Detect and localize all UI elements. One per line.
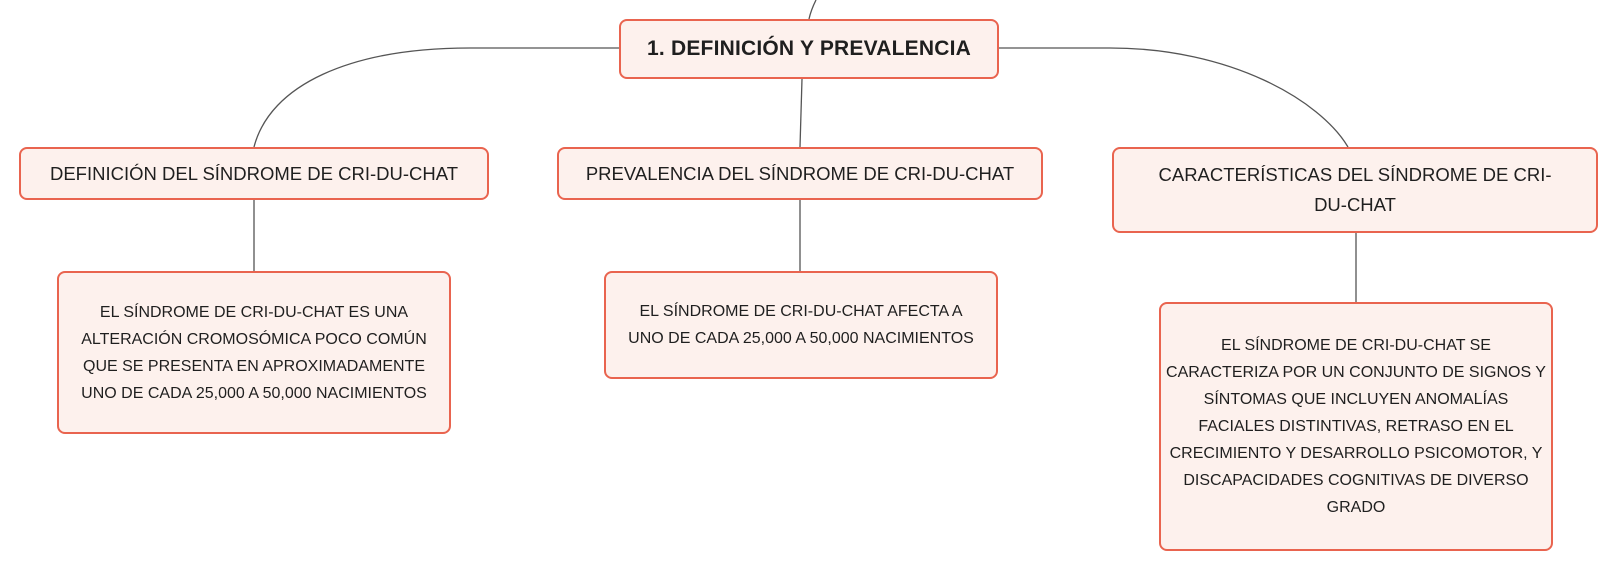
topic-label: DEFINICIÓN DEL SÍNDROME DE CRI-DU-CHAT [49, 162, 459, 184]
root-topic-node[interactable] [619, 19, 999, 79]
topic-node-caracteristicas[interactable] [1112, 147, 1598, 233]
detail-text: EL SÍNDROME DE CRI-DU-CHAT ES UNA ALTERACIÓN CROMOSÓMICA POCO COMÚN QUE SE PRESENTA EN APROXIMADAMENTE UNO DE CADA 25,000 A 50,000 NACIMIENTOS [81, 303, 427, 402]
topic-node-prevalencia[interactable] [557, 147, 1043, 200]
connector-root-topic-3 [999, 48, 1348, 147]
detail-text: EL SÍNDROME DE CRI-DU-CHAT SE CARACTERIZA POR UN CONJUNTO DE SIGNOS Y SÍNTOMAS QUE INCLUYEN ANOMALÍAS FACIALES DISTINTIVAS, RETRASO EN EL CRECIMIENTO Y DESARROLLO PSICOMOTOR, Y DISCAPACIDADES COGNITIVAS DE DIVERSO GRADO [1166, 337, 1546, 516]
topic-label: PREVALENCIA DEL SÍNDROME DE CRI-DU-CHAT [585, 162, 1015, 184]
connector-root-topic-1 [254, 48, 619, 147]
topic-label: CARACTERÍSTICAS DEL SÍNDROME DE CRI-DU-CHAT [1158, 164, 1552, 215]
connector-parent [809, 0, 816, 19]
topic-node-definicion[interactable] [19, 147, 489, 200]
detail-node-caracteristicas[interactable] [1159, 302, 1553, 551]
detail-node-definicion[interactable] [57, 271, 451, 434]
root-topic-label: 1. DEFINICIÓN Y PREVALENCIA [647, 37, 971, 60]
detail-text: EL SÍNDROME DE CRI-DU-CHAT AFECTA A UNO DE CADA 25,000 A 50,000 NACIMIENTOS [628, 303, 974, 347]
detail-node-prevalencia[interactable] [604, 271, 998, 379]
connector-root-topic-2 [800, 79, 802, 147]
